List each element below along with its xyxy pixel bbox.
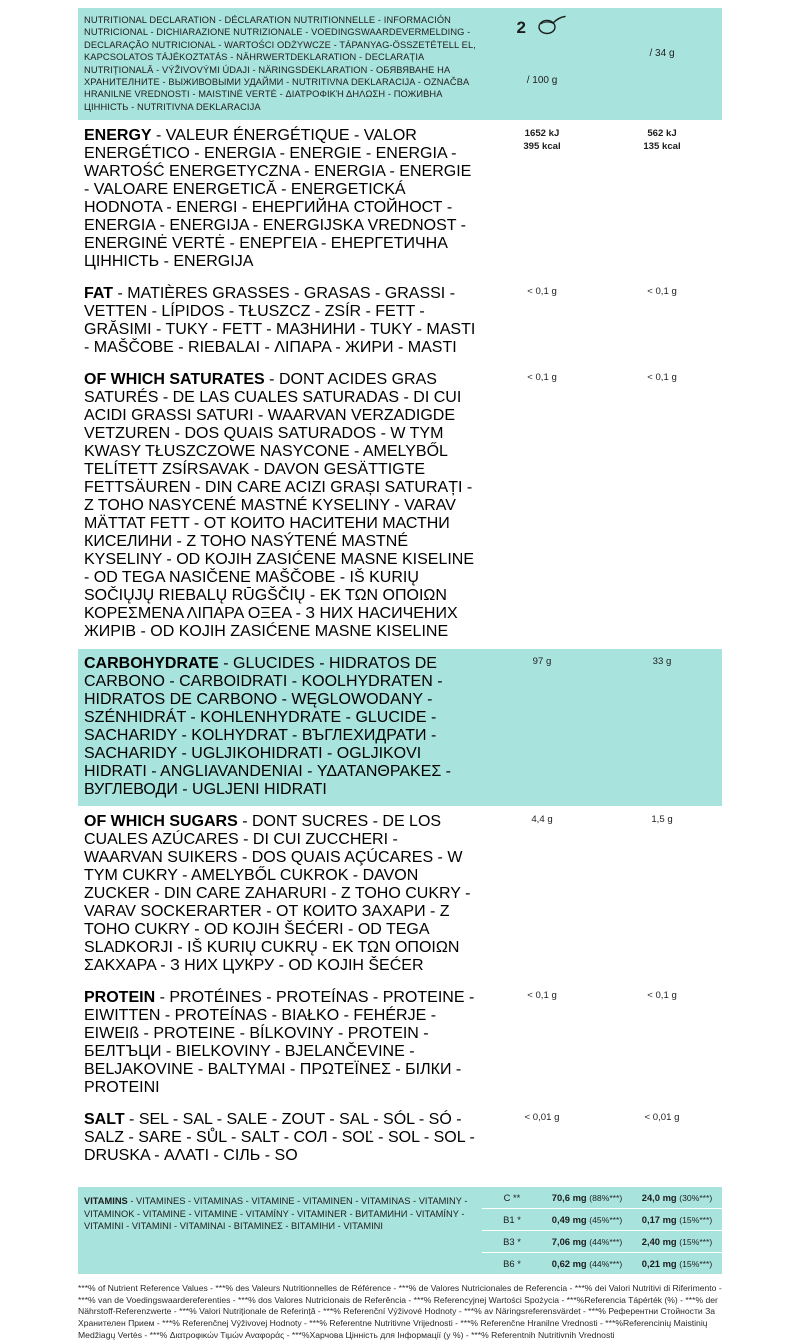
row-value-serving <box>602 1105 722 1173</box>
vitamins-label-cell <box>78 1187 482 1274</box>
table-row <box>78 807 722 983</box>
row-label-cell: FAT - MATIÈRES GRASSES - GRASAS - GRASSI - VETTEN - LÍPIDOS - TŁUSZCZ - ZSÍR - FETT - GRĂSIMI - TUKY - FETT - МАЗНИНИ - TUKY - MASTI - MAŠČOBE - RIEBALAI - ΛΙΠΑΡΑ - ЖИРИ - MASTI <box>78 279 482 365</box>
footnote-nrv: ***% of Nutrient Reference Values - ***% des Valeurs Nutritionnelles de Référence - ***% de Valores Nutricionales de Referencia - ***% dei Valori Nutritivi di Riferimento - ***% van de Voedingswaardereferenties - ***% dos Valores Nutricionais de Referência - ***% Referencyjnej Wartości Spożycia - ***%Referencia Tápérték (%) - ***% der Nährstoff-Referenzwerte - ***% Valori Nutriționale de Referință - ***% Referenční Výživové Hodnoty - ***% av Näringsreferensvärdet - ***% Референтни Стойности За Хранителен Прием - ***% Referenčnej Výživovej Hodnoty - ***% Referentne Nutritivne Vrijednosti - ***% Referenčne Hranilne Vrednosti - ***%Referencinių Maistinių Medžiagų Vertės - ***% Διατροφικών Τιμών Αναφοράς - ***%Харчова Цінність для Інформації (у %) - ***% Referentnih Nutritivnih Vrednosti <box>78 1283 722 1340</box>
serving-unit-cell <box>602 8 722 121</box>
row-value-100g <box>482 983 602 1105</box>
unit-per-100g: / 100 g <box>526 75 558 86</box>
value-line: < 0,1 g <box>527 372 557 384</box>
nutrition-table <box>78 8 722 1187</box>
value-line: 135 kcal <box>643 141 681 153</box>
vitamins-values <box>482 1187 722 1274</box>
row-label-cell: CARBOHYDRATE - GLUCIDES - HIDRATOS DE CARBONO - CARBOIDRATI - KOOLHYDRATEN - HIDRATOS DE CARBONO - WĘGLOWODANY - SZÉNHIDRÁT - KOHLENHYDRATE - GLUCIDE - SACHARIDY - KOLHYDRAT - ВЪГЛЕХИДРАТИ - SACHARIDY - UGLJIKOHIDRATI - OGLJIKOVI HIDRATI - ANGLIAVANDENIAI - ΥΔΑΤΑΝΘΡΑΚΕΣ - ВУГЛЕВОДИ - UGLJENI HIDRATI <box>78 649 482 807</box>
table-row <box>78 121 722 279</box>
vitamin-value-100g <box>542 1253 632 1275</box>
row-label-cell: OF WHICH SUGARS - DONT SUCRES - DE LOS CUALES AZÚCARES - DI CUI ZUCCHERI - WAARVAN SUIKERS - DOS QUAIS AÇÚCARES - W TYM CUKRY - AMELYBŐL CUKROK - DAVON ZUCKER - DIN CARE ZAHARURI - Z TOHO CUKRY - VARAV SOCKERARTER - ОТ КОИТО ЗАХАРИ - Z TOHO CUKRY - OD KOJIH ŠEĆERI - OD TEGA SLADKORJI - IŠ KURIŲ CUKRŲ - ΕΚ ΤΩΝ ΟΠΟΙΩΝ ΣΑΚΧΑΡΑ - З НИХ ЦУКРУ - OD KOJIH ŠEĆER <box>78 807 482 983</box>
vitamin-percent: (15%***) <box>679 1215 713 1226</box>
vitamin-amount: 0,21 mg <box>641 1258 677 1270</box>
table-row <box>78 649 722 807</box>
value-line: 562 kJ <box>647 128 677 140</box>
row-value-serving <box>602 649 722 807</box>
declaration-title: NUTRITIONAL DECLARATION - DÉCLARATION NUTRITIONNELLE - INFORMACIÓN NUTRICIONAL - DICHIARAZIONE NUTRIZIONALE - VOEDINGSWAARDEVERMELDING - DECLARAÇÃO NUTRICIONAL - WARTOŚCI ODŻYWCZE - TÁPANYAG-ÖSSZETÉTELL EL, KAPCSOLATOS TÁJÉKOZTATÁS - NÄHRWERTDEKLARATION - DECLARAȚIA NUTRIȚIONALĂ - VÝŽIVOVÝMI ÚDAJI - NÄRINGSDEKLARATION - ОБЯВЯВАНЕ НА ХРАНИТЕЛНИТЕ - ВЫЖИВОВЫМИ УДАЙМИ - NUTRITIVNA DEKLARACIJA - OZNAČBA HRANILNE VREDNOSTI - MAISTINĖ VERTĖ - ΔΙΑΤΡΟΦΙΚΉ ΔΗΛΩΣΗ - ПОЖИВНА ЦІННІСТЬ - NUTRITIVNA DEKLARACIJA <box>84 15 476 112</box>
vitamin-name: B1 * <box>482 1209 542 1231</box>
vitamin-percent: (15%***) <box>679 1259 713 1270</box>
vitamins-table <box>482 1187 722 1274</box>
serving-header-cell <box>482 8 602 121</box>
table-row <box>78 1105 722 1173</box>
table-row <box>482 1231 722 1253</box>
row-value-100g <box>482 365 602 649</box>
value-line: < 0,1 g <box>527 286 557 298</box>
value-line: 33 g <box>652 656 672 668</box>
table-row <box>78 365 722 649</box>
row-value-100g <box>482 807 602 983</box>
row-value-100g <box>482 1105 602 1173</box>
vitamins-section <box>78 1187 722 1274</box>
value-line: < 0,1 g <box>647 372 677 384</box>
table-row <box>482 1253 722 1275</box>
vitamin-name: B3 * <box>482 1231 542 1253</box>
vitamin-percent: (88%***) <box>589 1193 623 1204</box>
vitamin-amount: 24,0 mg <box>641 1192 677 1204</box>
vitamin-name: B6 * <box>482 1253 542 1275</box>
row-label-cell: ENERGY - VALEUR ÉNERGÉTIQUE - VALOR ENERGÉTICO - ENERGIA - ENERGIE - ENERGIA - WARTOŚĆ ENERGETYCZNA - ENERGIA - ENERGIE - VALOARE ENERGETICĂ - ENERGETICKÁ HODNOTA - ENERGI - ЕНЕРГИЙНА СТОЙНОСТ - ENERGIA - ENERGIJA - ENERGIJSKA VREDNOST - ENERGINĖ VERTĖ - ΕΝΕΡΓΕΙΑ - ЕНЕРГЕТИЧНА ЦІННІСТЬ - ENERGIJA <box>78 121 482 279</box>
row-value-serving <box>602 983 722 1105</box>
vitamin-percent: (15%***) <box>679 1237 713 1248</box>
vitamin-value-100g <box>542 1231 632 1253</box>
value-line: < 0,1 g <box>647 990 677 1002</box>
vitamin-value-100g <box>542 1209 632 1231</box>
row-value-serving <box>602 279 722 365</box>
row-value-serving <box>602 365 722 649</box>
vitamin-percent: (44%***) <box>589 1237 623 1248</box>
vitamin-amount: 0,49 mg <box>551 1214 587 1226</box>
value-line: 97 g <box>532 656 552 668</box>
unit-per-serving: / 34 g <box>649 48 675 59</box>
vitamin-percent: (44%***) <box>589 1259 623 1270</box>
vitamin-amount: 7,06 mg <box>551 1236 587 1248</box>
row-label-vitamins: VITAMINS - VITAMINES - VITAMINAS - VITAMINE - VITAMINEN - VITAMINAS - VITAMINY - VITAMINOK - VITAMINE - VITAMINE - VITAMÍNY - VITAMINER - ВИТАМИНИ - VITAMÍNY - VITAMINI - VITAMINI - VITAMINAI - ΒΙΤΑΜΙΝΕΣ - ВІТАМІНИ - VITAMINI <box>84 1196 468 1232</box>
row-label-cell: OF WHICH SATURATES - DONT ACIDES GRAS SATURÉS - DE LAS CUALES SATURADAS - DI CUI ACIDI GRASSI SATURI - WAARVAN VERZADIGDE VETZUREN - DOS QUAIS SATURADOS - W TYM KWASY TŁUSZCZOWE NASYCONE - AMELYBŐL TELÍTETT ZSÍRSAVAK - DAVON GESÄTTIGTE FETTSÄUREN - DIN CARE ACIZI GRAȘI SATURAȚI - Z TOHO NASYCENÉ MASTNÉ KYSELINY - VARAV MÄTTAT FETT - ОТ КОИТО НАСИТЕНИ МАСТНИ КИСЕЛИНИ - Z TOHO NASÝTENÉ MASTNÉ KYSELINY - OD KOJIH ZASIĆENE MASNE KISELINE - OD TEGA NASIČENE MAŠČOBE - IŠ KURIŲ SOČIŲJŲ RIEBALŲ RŪGŠČIŲ - ΕΚ ΤΩΝ ΟΠΟΙΩΝ ΚΟΡΕΣΜΕΝΑ ΛΙΠΑΡΑ ΟΞΕΑ - З НИХ НАСИЧЕНИХ ЖИРІВ - OD KOJIH ZASIĆENE MASNE KISELINE <box>78 365 482 649</box>
value-line: 1652 kJ <box>524 128 560 140</box>
serving-count: 2 <box>516 17 526 37</box>
value-line: 395 kcal <box>523 141 561 153</box>
value-line: < 0,01 g <box>524 1112 560 1124</box>
vitamin-amount: 0,17 mg <box>641 1214 677 1226</box>
vitamin-percent: (30%***) <box>679 1193 713 1204</box>
vitamin-value-serving <box>632 1231 722 1253</box>
vitamin-amount: 0,62 mg <box>551 1258 587 1270</box>
row-value-serving <box>602 121 722 279</box>
table-row <box>482 1209 722 1231</box>
row-value-serving <box>602 807 722 983</box>
table-row <box>482 1187 722 1209</box>
table-row <box>78 279 722 365</box>
declaration-title-cell <box>78 8 482 121</box>
vitamin-amount: 2,40 mg <box>641 1236 677 1248</box>
row-label-cell: SALT - SEL - SAL - SALE - ZOUT - SAL - SÓL - SÓ - SALZ - SARE - SŮL - SALT - СОЛ - SOĽ - SOL - SOL - DRUSKA - ΑΛΑΤΙ - СІЛЬ - SO <box>78 1105 482 1173</box>
vitamin-value-serving <box>632 1209 722 1231</box>
value-line: < 0,01 g <box>644 1112 680 1124</box>
value-line: < 0,1 g <box>527 990 557 1002</box>
vitamin-value-serving <box>632 1187 722 1209</box>
vitamin-value-100g <box>542 1187 632 1209</box>
vitamin-value-serving <box>632 1253 722 1275</box>
vitamin-name: C ** <box>482 1187 542 1209</box>
value-line: 4,4 g <box>531 814 553 826</box>
row-value-100g <box>482 121 602 279</box>
table-row <box>78 983 722 1105</box>
value-line: < 0,1 g <box>647 286 677 298</box>
value-line: 1,5 g <box>651 814 673 826</box>
row-label-cell: PROTEIN - PROTÉINES - PROTEÍNAS - PROTEINE - EIWITTEN - PROTEÍNAS - BIAŁKO - FEHÉRJE - EIWEIß - PROTEINE - BÍLKOVINY - PROTEIN - БЕЛТЪЦИ - BIELKOVINY - BJELANČEVINE - BELJAKOVINE - BALTYMAI - ΠΡΩΤΕΪΝΕΣ - БІЛКИ - PROTEINI <box>78 983 482 1105</box>
measuring-scoop-icon <box>537 14 567 41</box>
row-value-100g <box>482 649 602 807</box>
vitamin-percent: (45%***) <box>589 1215 623 1226</box>
table-header-row <box>78 8 722 121</box>
vitamin-amount: 70,6 mg <box>551 1192 587 1204</box>
row-value-100g <box>482 279 602 365</box>
